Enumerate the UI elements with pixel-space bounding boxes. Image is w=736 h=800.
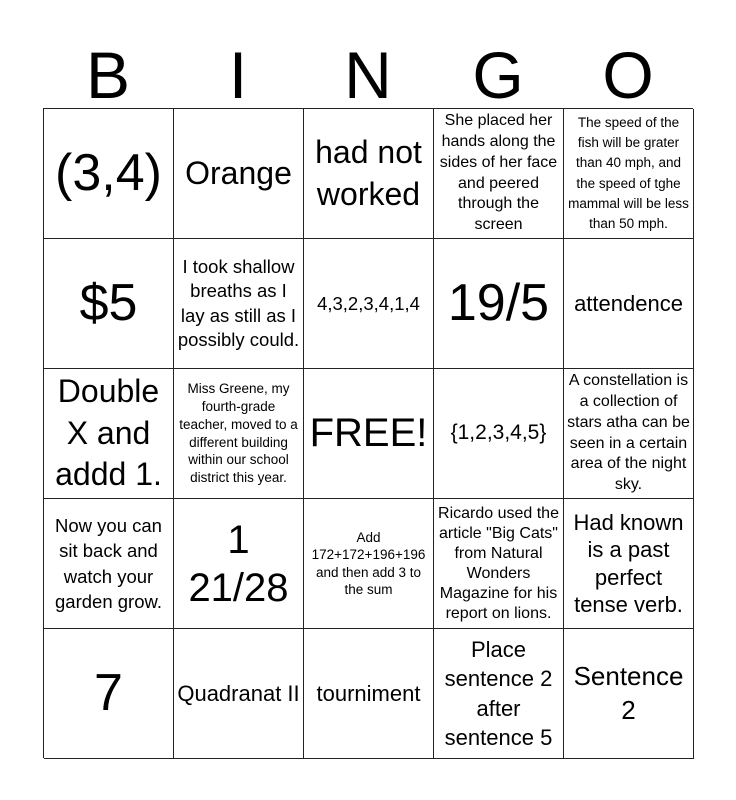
- bingo-cell[interactable]: 19/5: [434, 239, 564, 369]
- bingo-cell[interactable]: {1,2,3,4,5}: [434, 369, 564, 499]
- bingo-cell[interactable]: Had known is a past perfect tense verb.: [564, 499, 694, 629]
- bingo-cell[interactable]: Place sentence 2 after sentence 5: [434, 629, 564, 759]
- bingo-cell[interactable]: A constellation is a collection of stars atha can be seen in a certain area of the night sky.: [564, 369, 694, 499]
- header-letter-n: N: [344, 38, 392, 112]
- bingo-grid: [43, 108, 693, 758]
- bingo-cell[interactable]: tourniment: [304, 629, 434, 759]
- bingo-cell[interactable]: The speed of the fish will be grater than 40 mph, and the speed of tghe mammal will be less than 50 mph.: [564, 109, 694, 239]
- free-space[interactable]: FREE!: [304, 369, 434, 499]
- bingo-cell[interactable]: She placed her hands along the sides of her face and peered through the screen: [434, 109, 564, 239]
- bingo-cell[interactable]: Orange: [174, 109, 304, 239]
- bingo-cell[interactable]: 4,3,2,3,4,1,4: [304, 239, 434, 369]
- bingo-cell[interactable]: 1 21/28: [174, 499, 304, 629]
- bingo-cell[interactable]: Miss Greene, my fourth-grade teacher, moved to a different building within our school district this year.: [174, 369, 304, 499]
- bingo-cell[interactable]: Double X and addd 1.: [44, 369, 174, 499]
- bingo-cell[interactable]: Sentence 2: [564, 629, 694, 759]
- header-letter-o: O: [602, 38, 654, 112]
- bingo-cell[interactable]: 7: [44, 629, 174, 759]
- bingo-cell[interactable]: Quadranat II: [174, 629, 304, 759]
- bingo-cell[interactable]: (3,4): [44, 109, 174, 239]
- bingo-cell[interactable]: I took shallow breaths as I lay as still as I possibly could.: [174, 239, 304, 369]
- header-letter-b: B: [85, 38, 131, 112]
- header-letter-g: G: [472, 38, 524, 112]
- bingo-cell[interactable]: had not worked: [304, 109, 434, 239]
- bingo-cell[interactable]: $5: [44, 239, 174, 369]
- bingo-cell[interactable]: attendence: [564, 239, 694, 369]
- bingo-cell[interactable]: Ricardo used the article "Big Cats" from Natural Wonders Magazine for his report on lions.: [434, 499, 564, 629]
- header-letter-i: I: [228, 38, 248, 112]
- bingo-cell[interactable]: Now you can sit back and watch your garden grow.: [44, 499, 174, 629]
- bingo-cell[interactable]: Add 172+172+196+196 and then add 3 to the sum: [304, 499, 434, 629]
